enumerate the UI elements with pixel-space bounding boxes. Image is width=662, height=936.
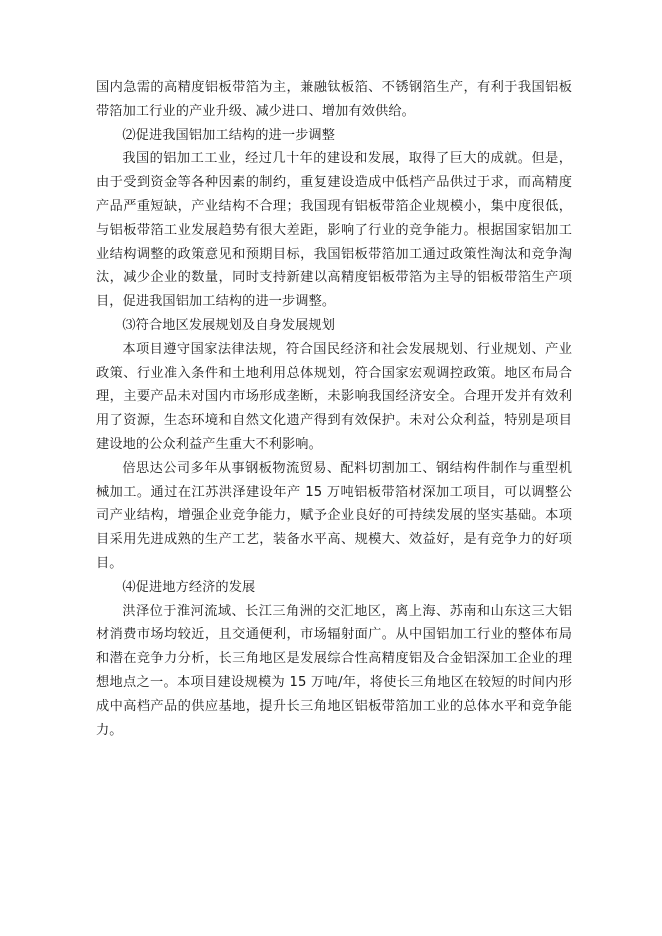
paragraph-local-economy: 洪泽位于淮河流域、长江三角洲的交汇地区，离上海、苏南和山东这三大铝材消费市场均较近，且交通便利，市场辐射面广。从中国铝加工行业的整体布局和潜在竞争力分析，长三角地区是发展综合性高精度铝及合金铝深加工企业的理想地点之一。本项目建设规模为 15 万吨/年，将使长三角地区在较短的时间内形成中高档产品的供应基地，提升长三角地区铝板带箔加工业的总体水平和竞争能力。 xyxy=(96,603,572,738)
paragraph-continuation: 国内急需的高精度铝板带箔为主，兼融钛板箔、不锈钢箔生产，有利于我国铝板带箔加工行业的产业升级、减少进口、增加有效供给。 xyxy=(96,80,572,119)
paragraph-company: 倍思达公司多年从事钢板物流贸易、配料切割加工、钢结构件制作与重型机械加工。通过在江苏洪泽建设年产 15 万吨铝板带箔材深加工项目，可以调整公司产业结构，增强企业竞争能力，赋予企业良好的可持续发展的坚实基础。本项目采用先进成熟的生产工艺，装备水平高、规模大、效益好，是有竞争力的好项目。 xyxy=(96,460,572,571)
paragraph-compliance: 本项目遵守国家法律法规，符合国民经济和社会发展规划、行业规划、产业政策、行业准入条件和土地利用总体规划，符合国家宏观调控政策。地区布局合理，主要产品未对国内市场形成垄断，未影响我国经济安全。合理开发并有效利用了资源，生态环境和自然文化遗产得到有效保护。未对公众利益，特别是项目建设地的公众利益产生重大不利影响。 xyxy=(96,341,572,452)
section-heading-2: ⑵促进我国铝加工结构的进一步调整 xyxy=(122,127,335,143)
document-body xyxy=(96,76,572,742)
paragraph-restructuring: 我国的铝加工工业，经过几十年的建设和发展，取得了巨大的成就。但是，由于受到资金等各种因素的制约，重复建设造成中低档产品供过于求，而高精度产品严重短缺，产业结构不合理；我国现有铝板带箔企业规模小，集中度很低，与铝板带箔工业发展趋势有很大差距，影响了行业的竞争能力。根据国家铝加工业结构调整的政策意见和预期目标，我国铝板带箔加工通过政策性淘汰和竞争淘汰，减少企业的数量，同时支持新建以高精度铝板带箔为主导的铝板带箔生产项目，促进我国铝加工结构的进一步调整。 xyxy=(96,151,572,310)
section-heading-3: ⑶符合地区发展规划及自身发展规划 xyxy=(122,317,335,333)
section-heading-4: ⑷促进地方经济的发展 xyxy=(122,579,256,595)
